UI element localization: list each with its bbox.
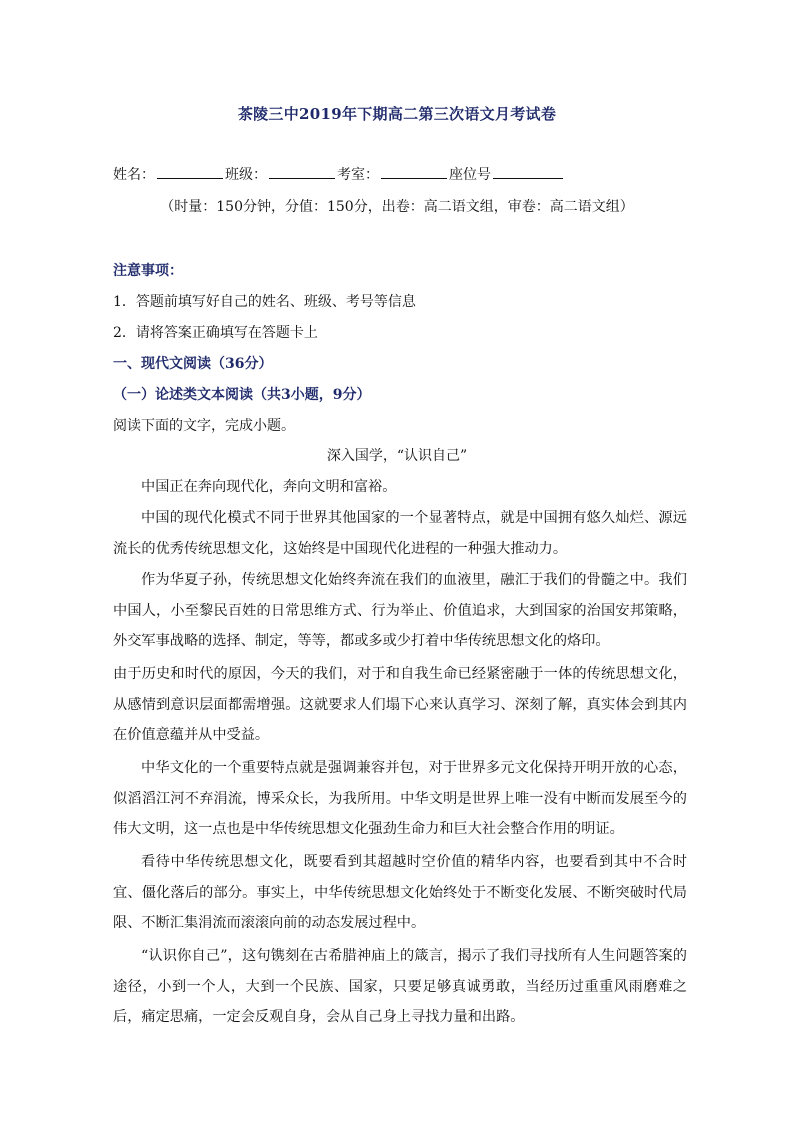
class-blank[interactable] xyxy=(269,164,335,179)
room-label: 考室： xyxy=(337,167,379,183)
section-title: 一、现代文阅读（36分） xyxy=(113,356,273,372)
student-info-line xyxy=(113,164,565,184)
paragraph: 中国正在奔向现代化，奔向文明和富裕。 xyxy=(141,479,397,495)
paragraph: 中华文化的一个重要特点就是强调兼容并包，对于世界多元文化保持开明开放的心态，似滔滔江河不弃涓流，博采众长，为我所用。中华文明是世界上唯一没有中断而发展至今的伟大文明，这一点也是中华传统思想文化强劲生命力和巨大社会整合作用的明证。 xyxy=(113,760,687,837)
paragraph: 中国的现代化模式不同于世界其他国家的一个显著特点，就是中国拥有悠久灿烂、源远流长的优秀传统思想文化，这始终是中国现代化进程的一种强大推动力。 xyxy=(113,510,687,557)
note-item: 1．答题前填写好自己的姓名、班级、考号等信息 xyxy=(113,294,416,310)
seat-label: 座位号 xyxy=(449,167,491,183)
seat-blank[interactable] xyxy=(493,164,563,179)
paragraph: 作为华夏子孙，传统思想文化始终奔流在我们的血液里，融汇于我们的骨髓之中。我们中国人，小至黎民百姓的日常思维方式、行为举止、价值追求，大到国家的治国安邦策略，外交军事战略的选择、制定，等等，都或多或少打着中华传统思想文化的烙印。 xyxy=(113,572,687,649)
paragraph: “认识你自己”，这句镌刻在古希腊神庙上的箴言，揭示了我们寻找所有人生问题答案的途径，小到一个人，大到一个民族、国家，只要足够真诚勇敢，当经历过重重风雨磨难之后，痛定思痛，一定会反观自身，会从自己身上寻找力量和出路。 xyxy=(113,948,687,1025)
paragraph: 由于历史和时代的原因，今天的我们，对于和自我生命已经紧密融于一体的传统思想文化，从感情到意识层面都需增强。这就要求人们塌下心来认真学习、深刻了解，真实体会到其内在价值意蕴并从中受益。 xyxy=(113,666,687,743)
name-blank[interactable] xyxy=(157,164,223,179)
subsection-title: （一）论述类文本阅读（共3小题，9分） xyxy=(113,387,371,403)
exam-meta: （时量：150分钟，分值：150分，出卷：高二语文组，审卷：高二语文组） xyxy=(160,199,634,215)
room-blank[interactable] xyxy=(381,164,447,179)
exam-title: 茶陵三中2019年下期高二第三次语文月考试卷 xyxy=(237,105,557,123)
name-label: 姓名： xyxy=(113,167,155,183)
reading-instruction: 阅读下面的文字，完成小题。 xyxy=(113,418,295,434)
paragraph: 看待中华传统思想文化，既要看到其超越时空价值的精华内容，也要看到其中不合时宜、僵化落后的部分。事实上，中华传统思想文化始终处于不断变化发展、不断突破时代局限、不断汇集涓流而滚滚向前的动态发展过程中。 xyxy=(113,854,687,931)
note-item: 2．请将答案正确填写在答题卡上 xyxy=(113,325,318,341)
article-title: 深入国学，“认识自己” xyxy=(326,448,468,464)
class-label: 班级： xyxy=(225,167,267,183)
notes-heading: 注意事项： xyxy=(113,263,183,279)
